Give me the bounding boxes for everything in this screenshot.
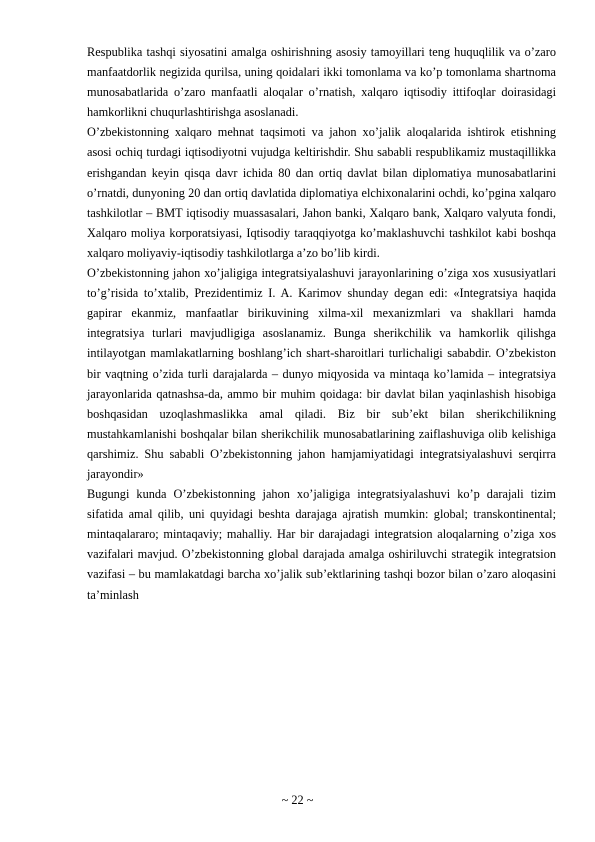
paragraph-integration-levels: Bugungi kunda O’zbekistonning jahon xo’jaligiga integratsiyalashuvi ko’p darajali tizim sifatida amal qilib, uni quyidagi beshta darajaga ajratish mumkin: global; transkontinental; mintaqalararo; mintaqaviy; mahalliy. Har bir darajadagi integratsion aloqalarning o’ziga xos vazifalari mavjud. O’zbekistonning global darajada amalga oshiriluvchi strategik integratsion vazifasi – bu mamlakatdagi barcha xo’jalik sub’ektlarining tashqi bozor bilan o’zaro aloqasini ta’minlash xyxy=(87,487,556,602)
paragraph-integration-quote: O’zbekistonning jahon xo’jaligiga integratsiyalashuvi jarayonlarining o’ziga xos xususiyatlari to’g’risida to’xtalib, Prezidentimiz I. A. Karimov shunday degan edi: «Integratsiya haqida gapirar ekanmiz, manfaatlar birikuvining xilma-xil mexanizmlari va shakllari hamda integratsiya turlari mavjudligiga asoslanamiz. Bunga sherikchilik va hamkorlik qilishga intilayotgan mamlakatlarning boshlang’ich shart-sharoitlari turlichaligi sababdir. O’zbekiston bir vaqtning o’zida turli darajalarda – dunyo miqyosida va mintaqa ko’lamida – integratsiya jarayonlarida qatnashsa-da, ammo bir muhim qoidaga: bir davlat bilan yaqinlashish hisobiga boshqasidan uzoqlashmaslikka amal qiladi. Biz bir sub’ekt bilan sherikchilikning mustahkamlanishi boshqalar bilan sherikchilik munosabatlarining zaiflashuviga olib kelishiga qarshimiz. Shu sababli O’zbekistonning jahon hamjamiyatidagi integratsiyalashuvi serqirra jarayondir» xyxy=(87,266,556,481)
paragraph-foreign-policy-principles: Respublika tashqi siyosatini amalga oshirishning asosiy tamoyillari teng huquqlilik va o’zaro manfaatdorlik negizida qurilsa, uning qoidalari ikki tomonlama va ko’p tomonlama shartnoma munosabatlarida o’zaro manfaatli aloqalar o’rnatish, xalqaro iqtisodiy ittifoqlar doirasidagi hamkorlikni chuqurlashtirishga asoslanadi. xyxy=(87,45,556,120)
page-number: ~ 22 ~ xyxy=(281,793,314,807)
page-body-text xyxy=(87,42,556,605)
paragraph-open-economy: O’zbekistonning xalqaro mehnat taqsimoti va jahon xo’jalik aloqalarida ishtirok etishning asosi ochiq turdagi iqtisodiyotni vujudga keltirishdir. Shu sababli respublikamiz mustaqillikka erishgandan keyin qisqa davr ichida 80 dan ortiq davlat bilan diplomatiya munosabatlarini o’rnatdi, dunyoning 20 dan ortiq davlatida diplomatiya elchixonalarini ochdi, ko’pgina xalqaro tashkilotlar – BMT iqtisodiy muassasalari, Jahon banki, Xalqaro bank, Xalqaro valyuta fondi, Xalqaro moliya korporatsiyasi, Iqtisodiy taraqqiyotga ko’maklashuvchi tashkilot kabi boshqa xalqaro moliyaviy-iqtisodiy tashkilotlarga a’zo bo’lib kirdi. xyxy=(87,125,556,260)
